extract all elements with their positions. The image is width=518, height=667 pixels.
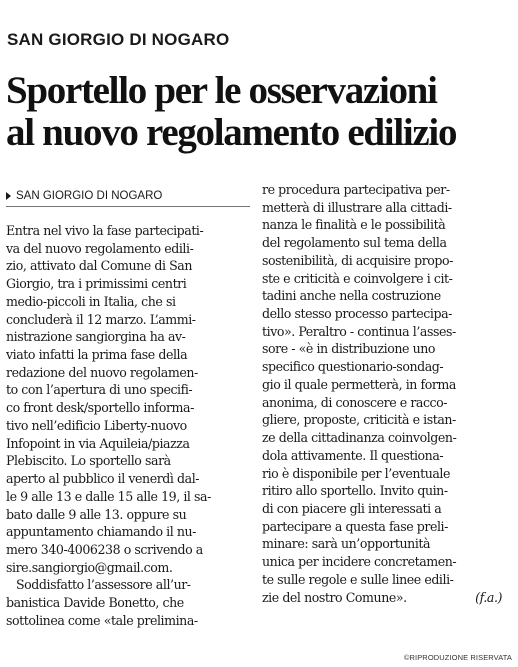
headline [6,70,516,154]
article-line: anonima, di conoscere e racco- [262,394,448,410]
article-line: minare: sarà un’opportunità [262,536,431,552]
article-line: tivo nell’edificio Liberty-nuovo [6,417,187,433]
article-line: tivo». Peraltro - continua l’asses- [262,323,456,339]
article-line: le 9 alle 13 e dalle 15 alle 19, il sa- [6,488,211,504]
headline-line-1: Sportello per le osservazioni [6,69,437,112]
article-line: to con l’apertura di uno specifi- [6,382,193,398]
article-line: zie del nostro Comune». (f.a.) [262,589,502,605]
article-line: del regolamento sul tema della [262,235,447,251]
article-line: mero 340-4006238 o scrivendo a [6,541,203,557]
article-line: gliere, proposte, criticità e istan- [262,412,456,428]
article-line: bato dalle 9 alle 13. oppure su [6,506,187,522]
article-line: ze della cittadinanza coinvolgen- [262,430,457,446]
kicker: SAN GIORGIO DI NOGARO [7,30,230,49]
article-line: rio è disponibile per l’eventuale [262,465,451,481]
article-line: Entra nel vivo la fase partecipati- [6,223,204,238]
article-line: co front desk/sportello informa- [6,400,194,416]
article-line: banistica Davide Bonetto, che [6,595,184,611]
dateline [6,190,250,207]
article-line: appuntamento chiamando il nu- [6,524,196,540]
article-line: dello stesso processo partecipa- [262,306,452,322]
article-line: partecipare a questa fase preli- [262,518,448,534]
article-line: va del nuovo regolamento edili- [6,240,194,256]
article-line: zio, attivato dal Comune di San [6,258,193,274]
article-line: di con piacere gli interessati a [262,500,442,516]
article-line: metterà di illustrare alla cittadi- [262,199,452,215]
article-line: sore - «è in distribuzione uno [262,341,436,357]
article-line: concluderà il 12 marzo. L’ammi- [6,311,196,327]
article-line: unica per incidere concretamen- [262,554,457,570]
author-signature: (f.a.) [475,589,502,605]
article-line: nanza le finalità e le possibilità [262,217,446,233]
copyright-notice: ©RIPRODUZIONE RISERVATA [403,653,512,662]
article-line: redazione del nuovo regolamen- [6,364,198,380]
article-line: nistrazione sangiorgina ha av- [6,329,186,345]
article-line: Infopoint in via Aquileia/piazza [6,435,190,451]
article-line: tadini anche nella costruzione [262,288,441,304]
article-line: sottolinea come «tale prelimina- [6,612,198,628]
article-line: medio-piccoli in Italia, che si [6,293,176,309]
article-column-left [6,222,254,630]
article-line: dola attivamente. Il questiona- [262,447,444,463]
headline-line-2: al nuovo regolamento edilizio [6,111,457,154]
article-line: sire.sangiorgio@gmail.com. [6,559,173,575]
article-line: Giorgio, tra i primissimi centri [6,276,187,292]
article-line: ritiro allo sportello. Invito quin- [262,483,448,499]
article-line: aperto al pubblico il venerdì dal- [6,471,200,487]
article-line: re procedura partecipativa per- [262,182,450,197]
article-line: gio il quale permetterà, in forma [262,376,456,392]
article-line: specifico questionario-sondag- [262,359,444,375]
article-column-right [262,181,510,606]
article-line: viato infatti la prima fase della [6,347,188,363]
article-line: Soddisfatto l’assessore all’ur- [16,577,191,593]
triangle-bullet-icon [6,192,11,200]
article-line: te sulle regole e sulle linee edili- [262,571,454,587]
article-line: sostenibilità, di acquisire propo- [262,252,453,268]
article-line: Plebiscito. Lo sportello sarà [6,453,171,469]
article-line: ste e criticità e coinvolgere i cit- [262,270,453,286]
dateline-text: SAN GIORGIO DI NOGARO [16,190,163,202]
